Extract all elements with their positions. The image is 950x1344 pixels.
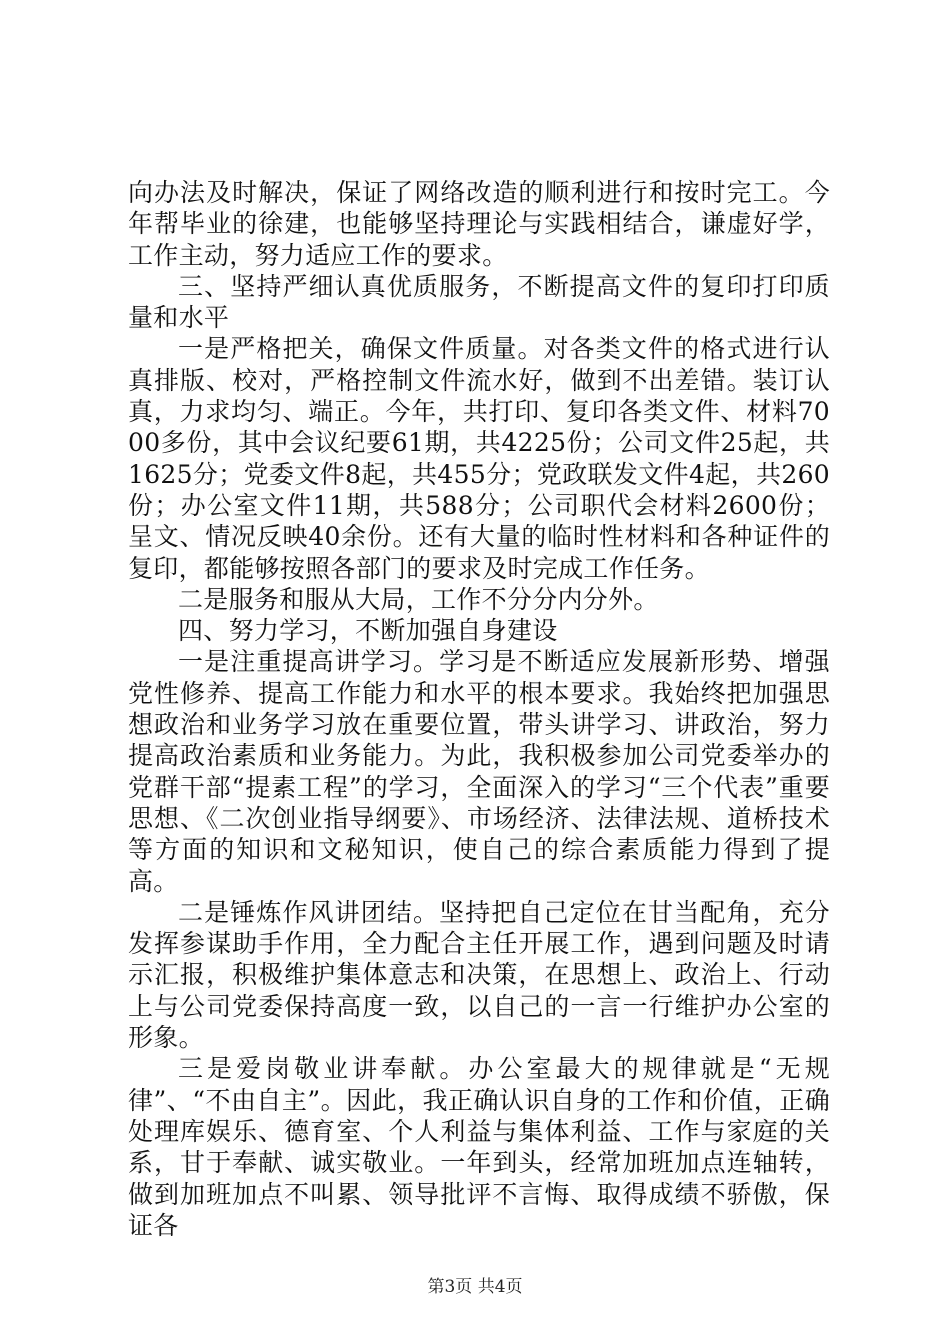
paragraph-7: 二是锤炼作风讲团结。坚持把自己定位在甘当配角，充分发挥参谋助手作用，全力配合主任开展工作，遇到问题及时请示汇报，积极维护集体意志和决策，在思想上、政治上、行动上与公司党委保持高度一致，以自己的一言一行维护办公室的形象。	[128, 897, 830, 1053]
paragraph-5-heading: 四、努力学习，不断加强自身建设	[178, 616, 558, 646]
page-footer: 第3页 共4页	[427, 1277, 523, 1297]
document-body	[128, 177, 830, 1241]
paragraph-8: 三是爱岗敬业讲奉献。办公室最大的规律就是“无规律”、“不由自主”。因此，我正确认识自身的工作和价值，正确处理库娱乐、德育室、个人利益与集体利益、工作与家庭的关系，甘于奉献、诚实敬业。一年到头，经常加班加点连轴转，做到加班加点不叫累、领导批评不言悔、取得成绩不骄傲，保证各	[128, 1054, 830, 1240]
paragraph-2-heading: 三、坚持严细认真优质服务，不断提高文件的复印打印质量和水平	[128, 271, 830, 333]
paragraph-1: 向办法及时解决，保证了网络改造的顺利进行和按时完工。今年帮毕业的徐建，也能够坚持理论与实践相结合，谦虚好学，工作主动，努力适应工作的要求。	[128, 178, 830, 270]
paragraph-3: 一是严格把关，确保文件质量。对各类文件的格式进行认真排版、校对，严格控制文件流水好，做到不出差错。装订认真，力求均匀、端正。今年，共打印、复印各类文件、材料7000多份，其中会议纪要61期，共4225份；公司文件25起，共1625分；党委文件8起，共455分；党政联发文件4起，共260份；办公室文件11期，共588分；公司职代会材料2600份；呈文、情况反映40余份。还有大量的临时性材料和各种证件的复印，都能够按照各部门的要求及时完成工作任务。	[128, 334, 830, 583]
paragraph-6: 一是注重提高讲学习。学习是不断适应发展新形势、增强党性修养、提高工作能力和水平的根本要求。我始终把加强思想政治和业务学习放在重要位置，带头讲学习、讲政治，努力提高政治素质和业务能力。为此，我积极参加公司党委举办的党群干部“提素工程”的学习，全面深入的学习“三个代表”重要思想、《二次创业指导纲要》、市场经济、法律法规、道桥技术等方面的知识和文秘知识，使自己的综合素质能力得到了提高。	[128, 647, 830, 896]
paragraph-4: 二是服务和服从大局，工作不分分内分外。	[178, 584, 659, 614]
